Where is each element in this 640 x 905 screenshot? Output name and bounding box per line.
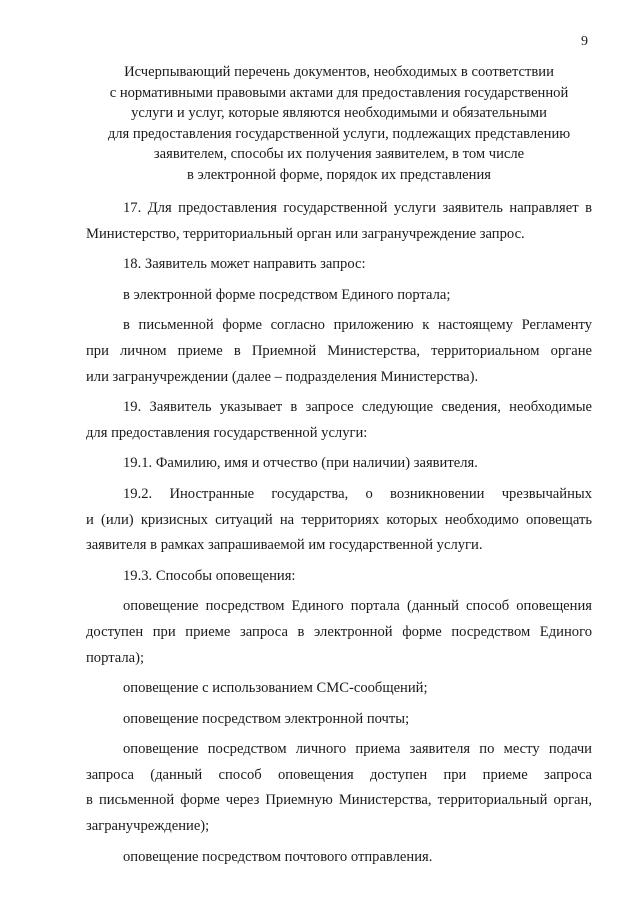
text-line: в письменной форме через Приемную Министерства, территориальный орган, — [86, 792, 592, 809]
text-line: 19. Заявитель указывает в запросе следующие сведения, необходимые — [123, 399, 592, 416]
document-body — [86, 196, 592, 870]
paragraph-18-electronic — [86, 283, 592, 309]
heading-line: в электронной форме, порядок их представления — [186, 166, 491, 183]
heading-line: заявителем, способы их получения заявителем, в том числе — [153, 146, 525, 163]
text-line: оповещение с использованием СМС-сообщений; — [123, 680, 428, 697]
page-number: 9 — [581, 34, 588, 49]
notification-option-email — [86, 707, 592, 733]
text-line: оповещение посредством электронной почты; — [123, 710, 410, 727]
text-line: и (или) кризисных ситуаций на территориях которых необходимо оповещать — [86, 511, 592, 528]
text-line: доступен при приеме запроса в электронной форме посредством Единого — [86, 623, 592, 640]
notification-option-mail — [86, 845, 592, 871]
text-line: 18. Заявитель может направить запрос: — [123, 256, 366, 273]
text-line: 17. Для предоставления государственной услуги заявитель направляет в — [123, 200, 592, 216]
text-line: в электронной форме посредством Единого портала; — [123, 286, 451, 303]
paragraph-17 — [86, 196, 592, 247]
text-line: заявителя в рамках запрашиваемой им государственной услуги. — [86, 537, 483, 554]
text-line: 19.2. Иностранные государства, о возникновении чрезвычайных — [123, 485, 592, 502]
text-line: оповещение посредством Единого портала (данный способ оповещения — [123, 598, 592, 615]
section-heading — [86, 62, 592, 186]
paragraph-19-2 — [86, 482, 592, 559]
text-line: запроса (данный способ оповещения доступен при приеме запроса — [86, 766, 592, 783]
text-line: или загранучреждении (далее – подразделения Министерства). — [86, 368, 479, 385]
notification-option-personal — [86, 737, 592, 839]
text-line: портала); — [86, 649, 145, 666]
text-line: оповещение посредством личного приема заявителя по месту подачи — [123, 741, 592, 758]
heading-line: для предоставления государственной услуги, подлежащих представлению — [107, 125, 571, 142]
text-line: Министерство, территориальный орган или загранучреждение запрос. — [86, 225, 525, 242]
paragraph-19 — [86, 395, 592, 446]
heading-line: Исчерпывающий перечень документов, необходимых в соответствии — [124, 64, 554, 80]
notification-option-portal — [86, 594, 592, 671]
text-line: при личном приеме в Приемной Министерства, территориальном органе — [86, 342, 592, 359]
heading-line: услуги и услуг, которые являются необходимыми и обязательными — [131, 105, 547, 122]
text-line: для предоставления государственной услуги: — [86, 424, 368, 441]
paragraph-19-3 — [86, 564, 592, 590]
text-line: 19.1. Фамилию, имя и отчество (при наличии) заявителя. — [123, 455, 478, 472]
text-line: в письменной форме согласно приложению к настоящему Регламенту — [123, 317, 592, 334]
paragraph-19-1 — [86, 451, 592, 477]
text-line: оповещение посредством почтового отправления. — [123, 848, 433, 865]
notification-option-sms — [86, 676, 592, 702]
paragraph-18 — [86, 252, 592, 278]
text-line: загранучреждение); — [86, 818, 210, 835]
heading-line: с нормативными правовыми актами для предоставления государственной — [109, 84, 569, 101]
paragraph-18-written — [86, 313, 592, 390]
text-line: 19.3. Способы оповещения: — [123, 567, 296, 584]
